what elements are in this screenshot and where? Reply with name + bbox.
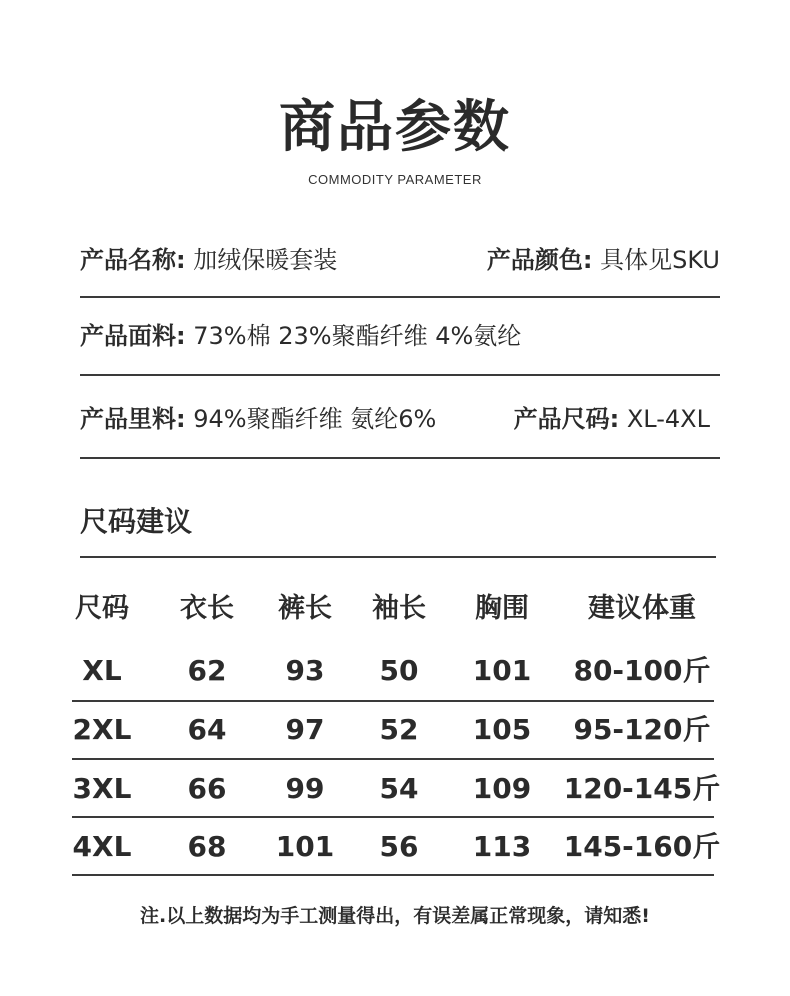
- param-value: 73%棉 23%聚酯纤维 4%氨纶: [193, 322, 522, 350]
- table-header-cell: 衣长: [180, 593, 234, 624]
- table-header-row: [72, 580, 717, 638]
- table-cell: 95-120斤: [573, 713, 711, 746]
- table-cell: 4XL: [72, 830, 132, 863]
- table-cell: 54: [379, 772, 419, 805]
- param-row-name-color: [80, 240, 720, 290]
- table-row: [72, 818, 721, 876]
- table-cell: 68: [187, 830, 227, 863]
- table-cell: 93: [285, 654, 325, 687]
- divider: [80, 296, 720, 298]
- divider: [80, 374, 720, 376]
- param-label: 产品里料:: [80, 405, 186, 433]
- divider: [80, 457, 720, 459]
- table-cell: 99: [285, 772, 325, 805]
- table-cell: XL: [82, 654, 122, 687]
- param-product-size: [514, 399, 710, 439]
- param-product-lining: [80, 399, 436, 439]
- table-cell: 56: [379, 830, 419, 863]
- table-cell: 105: [472, 713, 532, 746]
- param-row-fabric: [80, 316, 720, 366]
- table-header-cell: 建议体重: [588, 593, 696, 624]
- size-section-title: 尺码建议: [80, 505, 193, 538]
- table-cell: 50: [379, 654, 419, 687]
- param-product-name: [80, 240, 337, 280]
- param-label: 产品尺码:: [513, 405, 620, 433]
- param-row-lining-size: [80, 399, 720, 449]
- param-label: 产品名称:: [80, 246, 186, 274]
- param-value: 94%聚酯纤维 氨纶6%: [193, 405, 437, 433]
- table-cell: 66: [187, 772, 227, 805]
- table-cell: 101: [275, 830, 335, 863]
- table-cell: 64: [187, 713, 227, 746]
- param-value: 具体见SKU: [600, 246, 720, 274]
- table-row: [72, 701, 717, 759]
- table-divider: [72, 874, 714, 876]
- table-cell: 145-160斤: [563, 830, 721, 863]
- table-cell: 3XL: [72, 772, 132, 805]
- param-product-color: [487, 240, 720, 280]
- param-value: 加绒保暖套装: [193, 246, 338, 274]
- table-header-cell: 裤长: [278, 593, 332, 624]
- param-product-fabric: [80, 316, 521, 356]
- table-cell: 120-145斤: [563, 772, 721, 805]
- table-header-cell: 袖长: [372, 593, 426, 624]
- table-header-cell: 胸围: [475, 593, 529, 624]
- table-cell: 113: [472, 830, 532, 863]
- divider: [80, 556, 716, 558]
- table-cell: 52: [379, 713, 419, 746]
- page-title: 商品参数: [279, 95, 511, 160]
- table-cell: 80-100斤: [573, 654, 711, 687]
- table-cell: 97: [285, 713, 325, 746]
- page-subtitle: COMMODITY PARAMETER: [308, 172, 482, 187]
- table-header-cell: 尺码: [75, 593, 129, 624]
- disclaimer-note: 注.以上数据均为手工测量得出，有误差属正常现象，请知悉!: [140, 905, 650, 927]
- table-cell: 101: [472, 654, 532, 687]
- table-cell: 2XL: [72, 713, 132, 746]
- table-cell: 109: [472, 772, 532, 805]
- param-label: 产品颜色:: [486, 246, 593, 274]
- table-row: [72, 642, 717, 700]
- param-value: XL-4XL: [626, 405, 710, 433]
- table-row: [72, 760, 721, 818]
- table-cell: 62: [187, 654, 227, 687]
- param-label: 产品面料:: [80, 322, 186, 350]
